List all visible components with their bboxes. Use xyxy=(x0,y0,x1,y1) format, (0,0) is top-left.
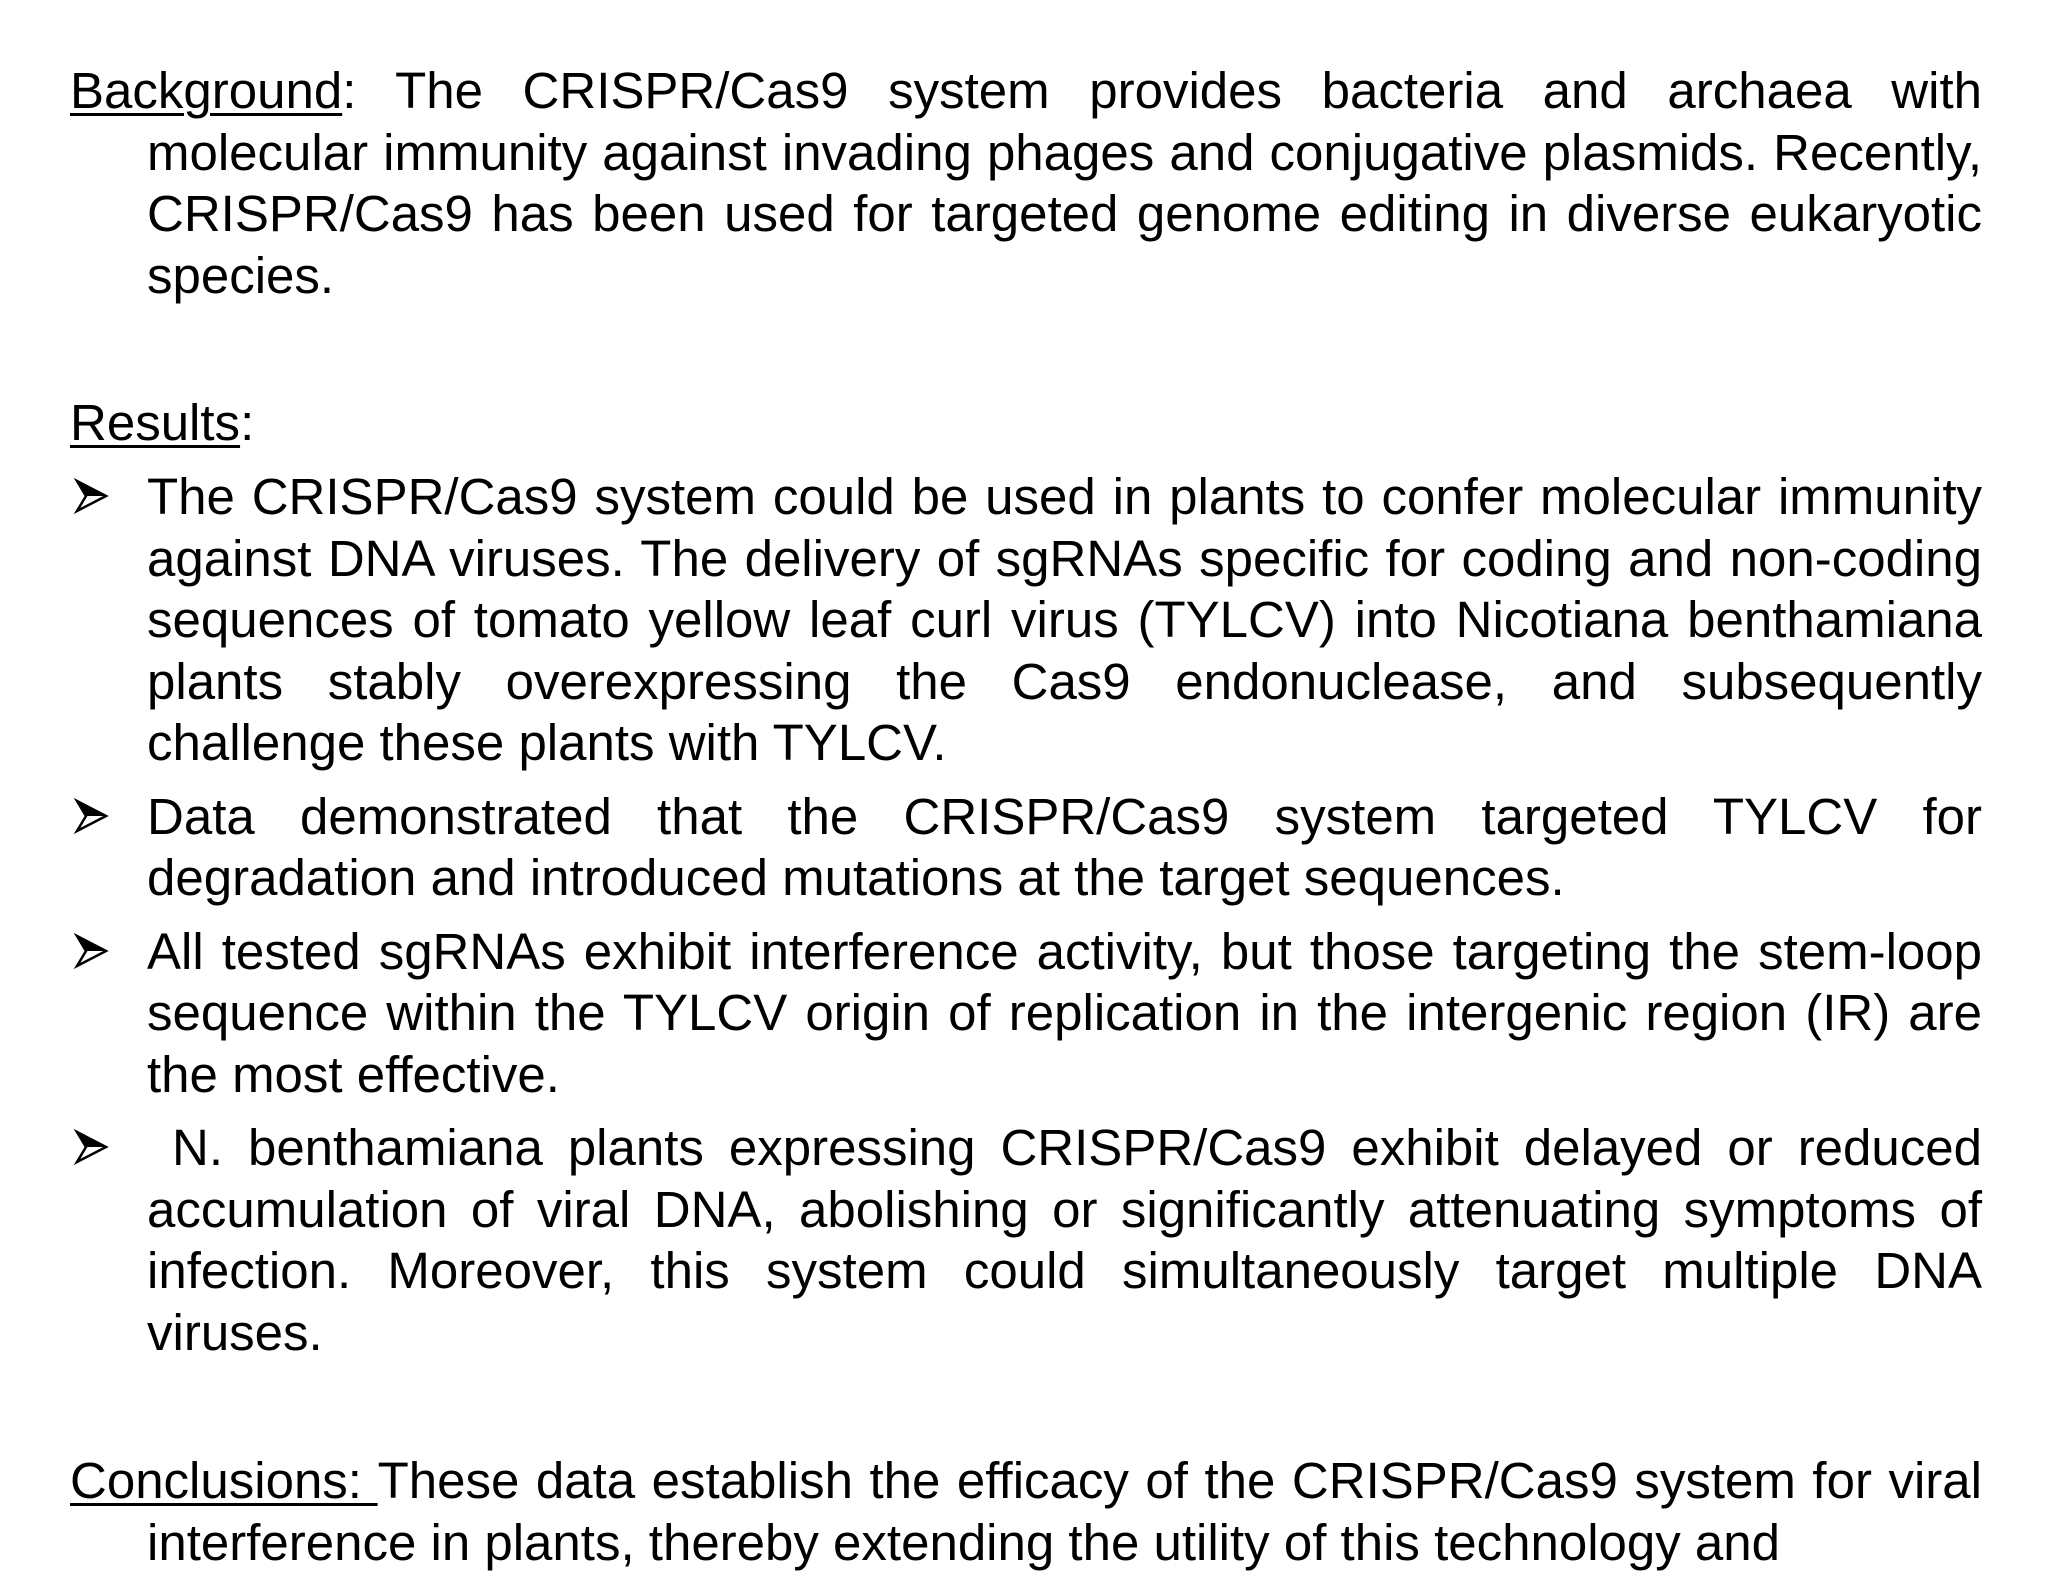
results-item-text: N. benthamiana plants expressing CRISPR/Cas9 exhibit delayed or reduced accumulation of viral DNA, abolishing or significantly attenuating symptoms of infection. Moreover, this system could simultaneously target multiple DNA viruses. xyxy=(147,1119,1997,1361)
results-item-text: The CRISPR/Cas9 system could be used in plants to confer molecular immunity against DNA viruses. The delivery of sgRNAs specific for coding and non-coding sequences of tomato yellow leaf curl virus (TYLCV) into Nicotiana benthamiana plants stably overexpressing the Cas9 endonuclease, and subsequently challenge these plants with TYLCV. xyxy=(147,468,1982,771)
conclusions-text: These data establish the efficacy of the CRISPR/Cas9 system for viral interference in plants, thereby extending the utility of this technology and xyxy=(147,1452,1982,1571)
background-paragraph xyxy=(70,60,1982,306)
results-item-text: All tested sgRNAs exhibit interference activity, but those targeting the stem-loop sequence within the TYLCV origin of replication in the intergenic region (IR) are the most effective. xyxy=(147,922,1982,1103)
results-list-item xyxy=(70,786,1982,909)
results-heading: Results xyxy=(70,394,241,451)
arrowhead-bullet-icon xyxy=(74,479,108,513)
results-list-item xyxy=(70,466,1982,774)
background-heading: Background xyxy=(70,62,343,119)
results-item-text: Data demonstrated that the CRISPR/Cas9 system targeted TYLCV for degradation and introduced mutations at the target sequences. xyxy=(147,787,1982,906)
background-section xyxy=(70,60,1982,306)
arrowhead-bullet-icon xyxy=(74,799,108,833)
conclusions-section xyxy=(70,1450,1982,1573)
conclusions-heading: Conclusions: xyxy=(70,1452,378,1509)
results-list xyxy=(70,466,1997,1375)
arrowhead-bullet-icon xyxy=(74,1130,108,1164)
results-section-heading xyxy=(70,392,254,454)
background-heading-colon: : xyxy=(342,62,357,119)
arrowhead-bullet-icon xyxy=(74,934,108,968)
results-list-item xyxy=(70,921,1982,1106)
background-text: The CRISPR/Cas9 system provides bacteria and archaea with molecular immunity against invading phages and conjugative plasmids. Recently, CRISPR/Cas9 has been used for targeted genome editing in diverse eukaryotic species. xyxy=(147,62,1982,304)
results-list-item xyxy=(70,1117,1997,1363)
conclusions-paragraph xyxy=(70,1450,1982,1573)
results-heading-colon: : xyxy=(240,394,255,451)
